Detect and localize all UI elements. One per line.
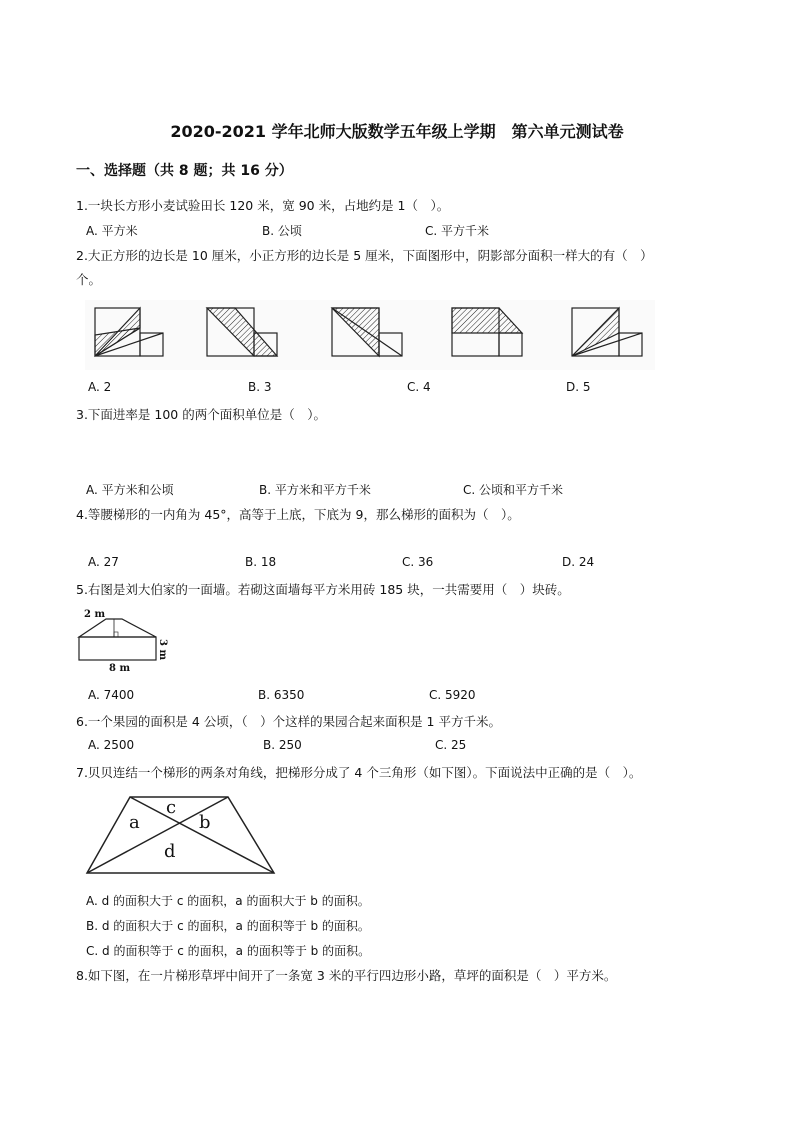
q7-label-a: a <box>129 812 140 833</box>
q4-option-d: D. 24 <box>562 555 595 569</box>
q5-option-a: A. 7400 <box>88 688 135 702</box>
q2-stem-line2: 个。 <box>76 272 102 287</box>
q5-wall-figure <box>76 605 176 673</box>
q1-option-b: B. 公顷 <box>262 224 302 238</box>
q7-stem: 7.贝贝连结一个梯形的两条对角线，把梯形分成了 4 个三角形（如下图）。下面说法中正确的是（ ）。 <box>76 765 642 780</box>
q7-label-b: b <box>199 812 211 833</box>
q4-stem: 4.等腰梯形的一内角为 45°，高等于上底，下底为 9，那么梯形的面积为（ ）。 <box>76 507 520 522</box>
q1-stem: 1.一块长方形小麦试验田长 120 米，宽 90 米，占地约是 1（ ）。 <box>76 198 450 213</box>
q4-option-c: C. 36 <box>402 555 434 569</box>
q1-option-c: C. 平方千米 <box>425 224 490 238</box>
q1-option-a: A. 平方米 <box>86 224 138 238</box>
q6-option-a: A. 2500 <box>88 738 135 752</box>
q4-option-b: B. 18 <box>245 555 277 569</box>
q7-trapezoid-figure <box>84 793 280 878</box>
q5-stem: 5.右图是刘大伯家的一面墙。若砌这面墙每平方米用砖 185 块，一共需要用（ ）块砖。 <box>76 582 570 597</box>
q2-option-b: B. 3 <box>248 380 272 394</box>
q7-option-b: B. d 的面积大于 c 的面积，a 的面积等于 b 的面积。 <box>86 919 370 933</box>
q4-option-a: A. 27 <box>88 555 119 569</box>
q2-figures <box>85 300 655 370</box>
q7-label-d: d <box>164 841 176 862</box>
q6-option-c: C. 25 <box>435 738 467 752</box>
q5-option-b: B. 6350 <box>258 688 305 702</box>
q6-option-b: B. 250 <box>263 738 302 752</box>
q8-stem: 8.如下图，在一片梯形草坪中间开了一条宽 3 米的平行四边形小路，草坪的面积是（ ）平方米。 <box>76 968 617 983</box>
q2-option-d: D. 5 <box>566 380 591 394</box>
q3-option-a: A. 平方米和公顷 <box>86 483 174 497</box>
q2-option-a: A. 2 <box>88 380 112 394</box>
q6-stem: 6.一个果园的面积是 4 公顷，（ ）个这样的果园合起来面积是 1 平方千米。 <box>76 714 501 729</box>
q5-label-bottom: 8 m <box>109 663 131 674</box>
q5-label-top: 2 m <box>84 609 106 620</box>
q7-label-c: c <box>166 797 177 818</box>
page-title: 2020-2021 学年北师大版数学五年级上学期 第六单元测试卷 <box>170 122 624 141</box>
q3-option-c: C. 公顷和平方千米 <box>463 483 564 497</box>
q2-stem-line1: 2.大正方形的边长是 10 厘米，小正方形的边长是 5 厘米，下面图形中，阴影部分面积一样大的有（ ） <box>76 248 653 263</box>
q5-option-c: C. 5920 <box>429 688 476 702</box>
q3-stem: 3.下面进率是 100 的两个面积单位是（ ）。 <box>76 407 326 422</box>
q2-option-c: C. 4 <box>407 380 431 394</box>
q7-option-a: A. d 的面积大于 c 的面积，a 的面积大于 b 的面积。 <box>86 894 370 908</box>
q3-option-b: B. 平方米和平方千米 <box>259 483 371 497</box>
q5-label-side: 3 m <box>157 639 168 661</box>
section-heading: 一、选择题（共 8 题；共 16 分） <box>76 163 293 179</box>
q7-option-c: C. d 的面积等于 c 的面积，a 的面积等于 b 的面积。 <box>86 944 371 958</box>
